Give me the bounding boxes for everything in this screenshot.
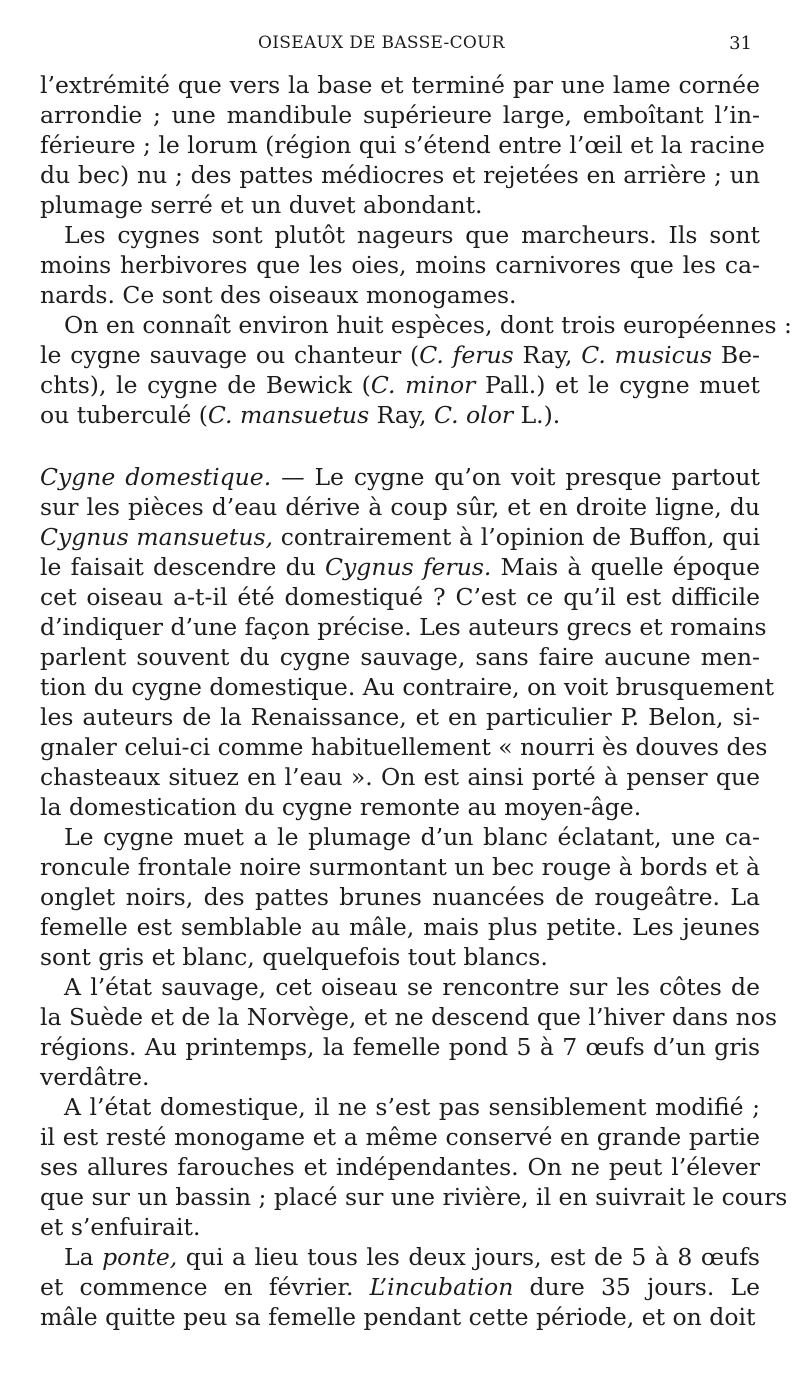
text-line — [40, 310, 792, 340]
body-text — [40, 70, 792, 1332]
text-line — [40, 340, 760, 370]
italic-text: ponte, — [102, 1243, 178, 1271]
text-line — [40, 370, 760, 400]
paragraph — [40, 70, 765, 220]
italic-text: C. olor — [433, 401, 514, 429]
text-run: ou tuberculé ( — [40, 401, 208, 429]
text-line — [40, 220, 760, 250]
paragraph — [40, 462, 775, 822]
text-line — [40, 1002, 778, 1032]
text-run: Le cygne muet a le plumage d’un blanc éclatant, une ca- — [64, 823, 760, 851]
text-line — [40, 130, 765, 160]
text-run: chts), le cygne de Bewick ( — [40, 371, 371, 399]
text-line — [40, 852, 760, 882]
text-run: roncule frontale noire surmontant un bec rouge à bords et à — [40, 853, 760, 881]
text-line — [40, 1302, 760, 1332]
text-line — [40, 582, 760, 612]
text-line — [40, 912, 760, 942]
text-run: A l’état sauvage, cet oiseau se rencontre sur les côtes de — [64, 973, 760, 1001]
text-line — [40, 1212, 760, 1242]
paragraph — [40, 310, 792, 430]
text-line — [40, 492, 760, 522]
text-run: les auteurs de la Renaissance, et en particulier P. Belon, si- — [40, 703, 760, 731]
text-line — [40, 280, 760, 310]
italic-text: Cygnus ferus. — [325, 553, 492, 581]
text-run: chasteaux situez en l’eau ». On est ainsi porté à penser que — [40, 763, 760, 791]
italic-text: Cygne domestique. — [40, 463, 272, 491]
text-run: férieure ; le lorum (région qui s’étend entre l’œil et la racine — [40, 131, 765, 159]
text-line — [40, 1032, 760, 1062]
text-run: On en connaît environ huit espèces, dont trois européennes : — [64, 311, 792, 339]
text-line — [40, 70, 760, 100]
page-number: 31 — [729, 33, 752, 54]
text-run: du bec) nu ; des pattes médiocres et rejetées en arrière ; un — [40, 161, 760, 189]
text-line — [40, 702, 760, 732]
italic-text: Cygnus mansuetus, — [40, 523, 273, 551]
text-run: tion du cygne domestique. Au contraire, on voit brusquement — [40, 673, 775, 701]
text-line — [40, 822, 760, 852]
italic-text: C. mansuetus — [207, 401, 370, 429]
text-run: L.). — [513, 401, 561, 429]
text-run: onglet noirs, des pattes brunes nuancées de rougeâtre. La — [40, 883, 760, 911]
text-line — [40, 250, 760, 280]
text-run: et commence en février. — [40, 1273, 370, 1301]
paragraph — [40, 972, 778, 1092]
text-line — [40, 1062, 760, 1092]
text-line — [40, 522, 760, 552]
italic-text: C. musicus — [581, 341, 713, 369]
text-run: verdâtre. — [40, 1063, 150, 1091]
text-line — [40, 1122, 760, 1152]
paragraph — [40, 822, 760, 972]
text-line — [40, 552, 760, 582]
text-line — [40, 612, 767, 642]
text-line — [40, 160, 760, 190]
text-run: moins herbivores que les oies, moins carnivores que les ca- — [40, 251, 760, 279]
text-run: dure 35 jours. Le — [513, 1273, 760, 1301]
text-run: nards. Ce sont des oiseaux monogames. — [40, 281, 517, 309]
text-line — [40, 672, 775, 702]
text-line — [40, 642, 760, 672]
text-line — [40, 400, 760, 430]
text-run: ses allures farouches et indépendantes. On ne peut l’élever — [40, 1153, 760, 1181]
text-line — [40, 942, 760, 972]
italic-text: L’incubation — [369, 1273, 514, 1301]
text-run: la domestication du cygne remonte au moyen-âge. — [40, 793, 642, 821]
text-line — [40, 792, 760, 822]
text-run: il est resté monogame et a même conservé en grande partie — [40, 1123, 760, 1151]
text-run: le faisait descendre du — [40, 553, 326, 581]
text-run: Ray, — [513, 341, 582, 369]
text-run: A l’état domestique, il ne s’est pas sensiblement modifié ; — [64, 1093, 760, 1121]
text-run: et s’enfuirait. — [40, 1213, 201, 1241]
text-run: Ray, — [369, 401, 434, 429]
text-run: sont gris et blanc, quelquefois tout blancs. — [40, 943, 548, 971]
text-run: Pall.) et le cygne muet — [475, 371, 761, 399]
text-line — [40, 882, 760, 912]
text-run: sur les pièces d’eau dérive à coup sûr, et en droite ligne, du — [40, 493, 760, 521]
text-line — [40, 1242, 760, 1272]
text-run: La — [64, 1243, 103, 1271]
text-line — [40, 1182, 788, 1212]
text-run: plumage serré et un duvet abondant. — [40, 191, 483, 219]
text-run: Mais à quelle époque — [491, 553, 760, 581]
text-run: femelle est semblable au mâle, mais plus petite. Les jeunes — [40, 913, 760, 941]
text-run: régions. Au printemps, la femelle pond 5 à 7 œufs d’un gris — [40, 1033, 760, 1061]
text-line — [40, 972, 760, 1002]
text-run: — Le cygne qu’on voit presque partout — [271, 463, 760, 491]
paragraph — [40, 220, 760, 310]
text-run: arrondie ; une mandibule supérieure large, emboîtant l’in- — [40, 101, 760, 129]
italic-text: C. minor — [370, 371, 476, 399]
text-run: cet oiseau a-t-il été domestiqué ? C’est ce qu’il est difficile — [40, 583, 760, 611]
running-title: OISEAUX DE BASSE-COUR — [258, 33, 505, 53]
text-run: que sur un bassin ; placé sur une rivière, il en suivrait le cours — [40, 1183, 788, 1211]
page-header — [0, 33, 800, 57]
text-run: l’extrémité que vers la base et terminé par une lame cornée — [40, 71, 760, 99]
text-line — [40, 1092, 760, 1122]
text-run: Be- — [712, 341, 760, 369]
text-run: le cygne sauvage ou chanteur ( — [40, 341, 420, 369]
text-run: Les cygnes sont plutôt nageurs que marcheurs. Ils sont — [64, 221, 760, 249]
section-gap — [40, 430, 760, 462]
text-line — [40, 190, 760, 220]
italic-text: C. ferus — [419, 341, 514, 369]
text-run: contrairement à l’opinion de Buffon, qui — [273, 523, 761, 551]
text-line — [40, 732, 768, 762]
text-line — [40, 762, 760, 792]
text-line — [40, 462, 760, 492]
text-run: mâle quitte peu sa femelle pendant cette période, et on doit — [40, 1303, 756, 1331]
text-run: d’indiquer d’une façon précise. Les auteurs grecs et romains — [40, 613, 767, 641]
text-run: qui a lieu tous les deux jours, est de 5 à 8 œufs — [177, 1243, 760, 1271]
text-line — [40, 1272, 760, 1302]
paragraph — [40, 1242, 760, 1332]
text-line — [40, 1152, 760, 1182]
paragraph — [40, 1092, 788, 1242]
text-run: gnaler celui-ci comme habituellement « nourri ès douves des — [40, 733, 768, 761]
text-run: parlent souvent du cygne sauvage, sans faire aucune men- — [40, 643, 760, 671]
text-run: la Suède et de la Norvège, et ne descend que l’hiver dans nos — [40, 1003, 778, 1031]
text-line — [40, 100, 760, 130]
